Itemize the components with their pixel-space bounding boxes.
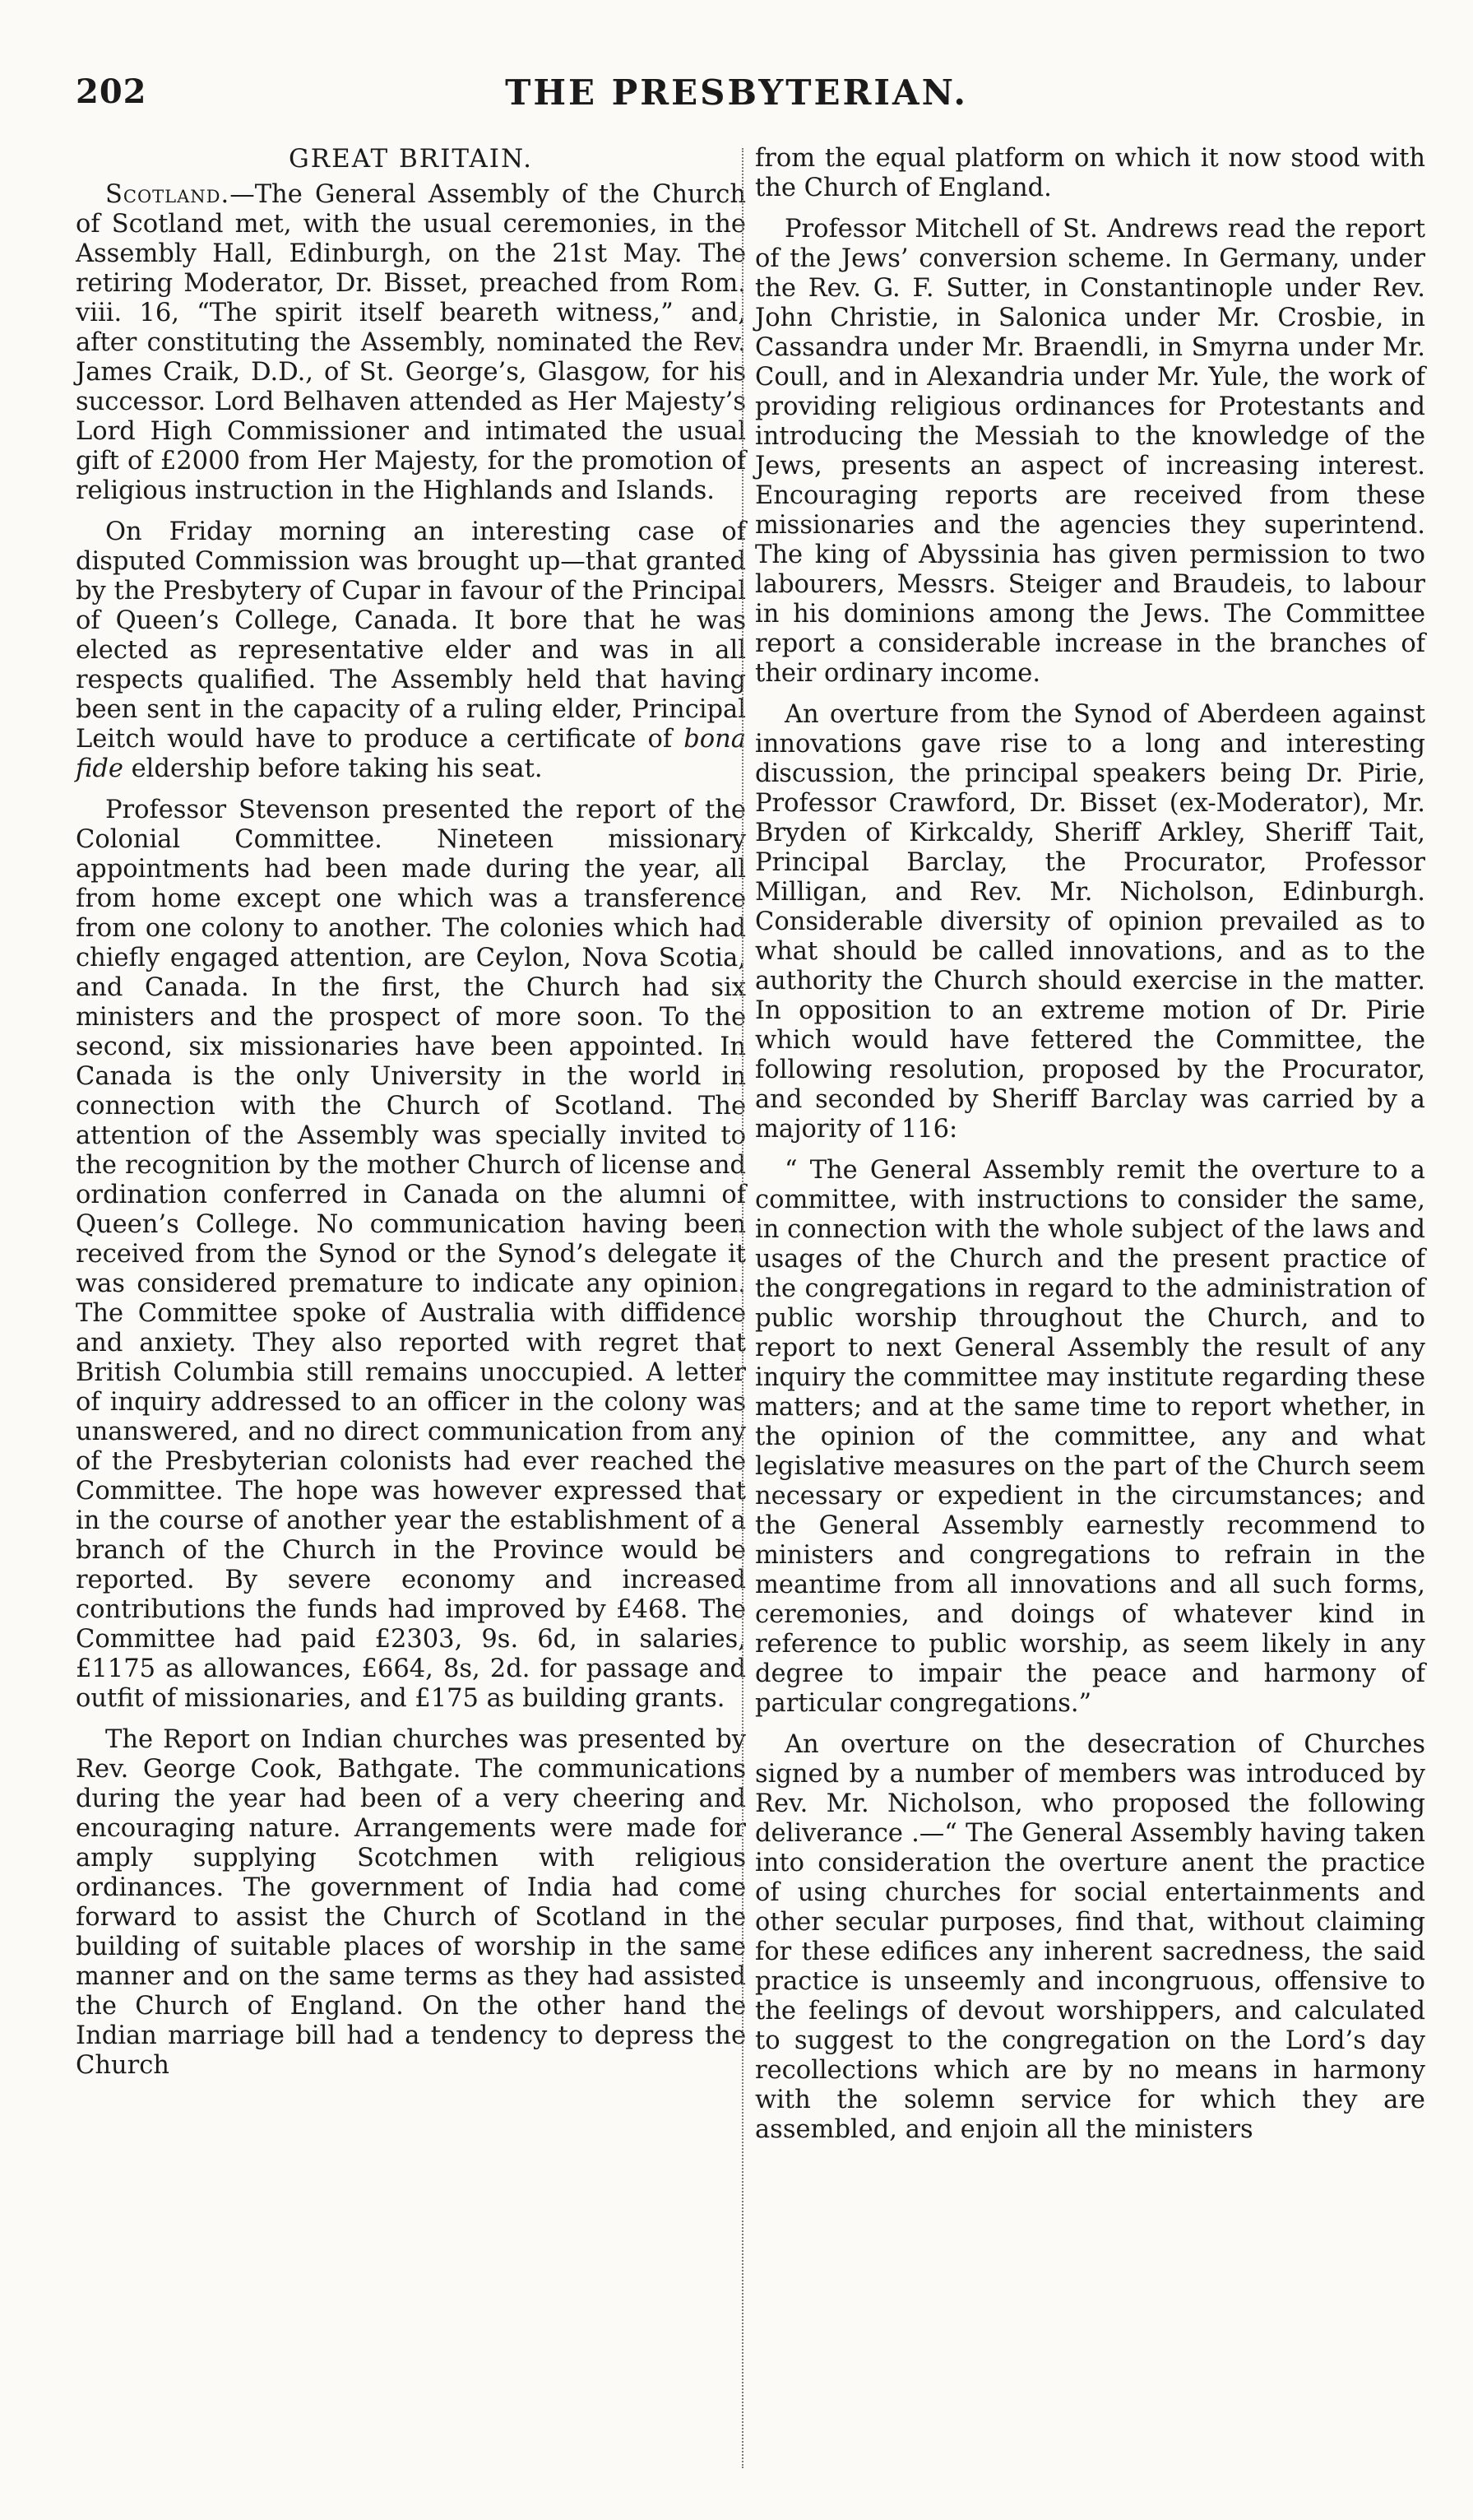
paragraph-colonial-committee: Professor Stevenson presented the report of the Colonial Committee. Nineteen missionary appointments had been made during the year, all from home except one which was a transference from one colony to another. The colonies which had chiefly engaged attention, are Ceylon, Nova Scotia, and Canada. In the first, the Church had six ministers and the prospect of more soon. To the second, six missionaries have been appointed. In Canada is the only University in the world in connection with the Church of Scotland. The attention of the Assembly was specially invited to the recognition by the mother Church of license and ordination conferred in Canada on the alumni of Queen’s College. No communication having been received from the Synod or the Synod’s delegate it was considered premature to indicate any opinion. The Committee spoke of Australia with diffidence and anxiety. They also reported with regret that British Columbia still remains unoccupied. A letter of inquiry addressed to an officer in the colony was unanswered, and no direct communication from any of the Presbyterian colonists had ever reached the Committee. The hope was however expressed that in the course of another year the establishment of a branch of the Church in the Province would be reported. By severe economy and increased contributions the funds had improved by £468. The Committee had paid £2303, 9s. 6d, in salaries, £1175 as allowances, £664, 8s, 2d. for passage and outfit of missionaries, and £175 as building grants. — [76, 796, 746, 1713]
italic-phrase: bona fide — [76, 725, 746, 783]
page-number: 202 — [76, 72, 147, 111]
paragraph-scotland — [76, 180, 746, 506]
column-divider — [742, 148, 743, 2468]
paragraph-resolution-quote: “ The General Assembly remit the overture to a committee, with instructions to consider the same, in connection with the whole subject of the laws and usages of the Church and the present practice of the congregations in regard to the administration of public worship throughout the Church, and to report to next General Assembly the result of any inquiry the committee may institute regarding these matters; and at the same time to report whether, in the opinion of the committee, any and what legislative measures on the part of the Church seem necessary or expedient in the circumstances; and the General Assembly earnestly recommend to ministers and congregations to refrain in the meantime from all innovations and all such forms, ceremonies, and doings of whatever kind in reference to public worship, as seem likely in any degree to impair the peace and harmony of particular congregations.” — [755, 1156, 1425, 1718]
page-header — [0, 0, 1473, 123]
paragraph-text: On Friday morning an interesting case of disputed Commission was brought up—that granted by the Presbytery of Cupar in favour of the Principal of Queen’s College, Canada. It bore that he was elected as representative elder and was in all respects qualified. The Assembly held that having been sent in the capacity of a ruling elder, Principal Leitch would have to produce a certificate of — [76, 517, 746, 754]
paragraph-text: —The General Assembly of the Church of Scotland met, with the usual ceremonies, in the Assembly Hall, Edinburgh, on the 21st May. The retiring Moderator, Dr. Bisset, preached from Rom. viii. 16, “The spirit itself beareth witness,” and, after constituting the Assembly, nominated the Rev. James Craik, D.D., of St. George’s, Glasgow, for his successor. Lord Belhaven attended as Her Majesty’s Lord High Commissioner and intimated the usual gift of £2000 from Her Majesty, for the promotion of religious instruction in the Highlands and Islands. — [76, 180, 746, 505]
right-column — [755, 144, 1425, 2156]
paragraph-overture-innovations: An overture from the Synod of Aberdeen against innovations gave rise to a long and interesting discussion, the principal speakers being Dr. Pirie, Professor Crawford, Dr. Bisset (ex-Moderator), Mr. Bryden of Kirkcaldy, Sheriff Arkley, Sheriff Tait, Principal Barclay, the Procurator, Professor Milligan, and Rev. Mr. Nicholson, Edinburgh. Considerable diversity of opinion prevailed as to what should be called innovations, and as to the authority the Church should exercise in the matter. In opposition to an extreme motion of Dr. Pirie which would have fettered the Committee, the following resolution, proposed by the Procurator, and seconded by Sheriff Barclay was carried by a majority of 116: — [755, 700, 1425, 1144]
running-title: THE PRESBYTERIAN. — [505, 72, 968, 113]
section-title: GREAT BRITAIN. — [289, 144, 533, 174]
left-column — [76, 144, 746, 2092]
paragraph-continuation: from the equal platform on which it now stood with the Church of England. — [755, 144, 1425, 202]
paragraph-indian-churches: The Report on Indian churches was presented by Rev. George Cook, Bathgate. The communications during the year had been of a very cheering and encouraging nature. Arrangements were made for amply supplying Scotchmen with religious ordinances. The government of India had come forward to assist the Church of Scotland in the building of suitable places of worship in the same manner and on the same terms as they had assisted the Church of England. On the other hand the Indian marriage bill had a tendency to depress the Church — [76, 1725, 746, 2080]
paragraph-jews-conversion: Professor Mitchell of St. Andrews read the report of the Jews’ conversion scheme. In Germany, under the Rev. G. F. Sutter, in Constantinople under Rev. John Christie, in Salonica under Mr. Crosbie, in Cassandra under Mr. Braendli, in Smyrna under Mr. Coull, and in Alexandria under Mr. Yule, the work of providing religious ordinances for Protestants and introducing the Messiah to the knowledge of the Jews, presents an aspect of increasing interest. Encouraging reports are received from these missionaries and the agencies they superintend. The king of Abyssinia has given permission to two labourers, Messrs. Steiger and Braudeis, to labour in his dominions among the Jews. The Committee report a considerable increase in the branches of their ordinary income. — [755, 215, 1425, 688]
paragraph-disputed-commission — [76, 517, 746, 784]
paragraph-lead: Scotland. — [105, 180, 230, 209]
paragraph-text: eldership before taking his seat. — [123, 754, 543, 783]
paragraph-desecration-overture: An overture on the desecration of Churches signed by a number of members was introduced by Rev. Mr. Nicholson, who proposed the following deliverance .—“ The General Assembly having taken into consideration the overture anent the practice of using churches for social entertainments and other secular purposes, find that, without claiming for these edifices any inherent sacredness, the said practice is unseemly and incongruous, offensive to the feelings of devout worshippers, and calculated to suggest to the congregation on the Lord’s day recollections which are by no means in harmony with the solemn service for which they are assembled, and enjoin all the ministers — [755, 1730, 1425, 2144]
